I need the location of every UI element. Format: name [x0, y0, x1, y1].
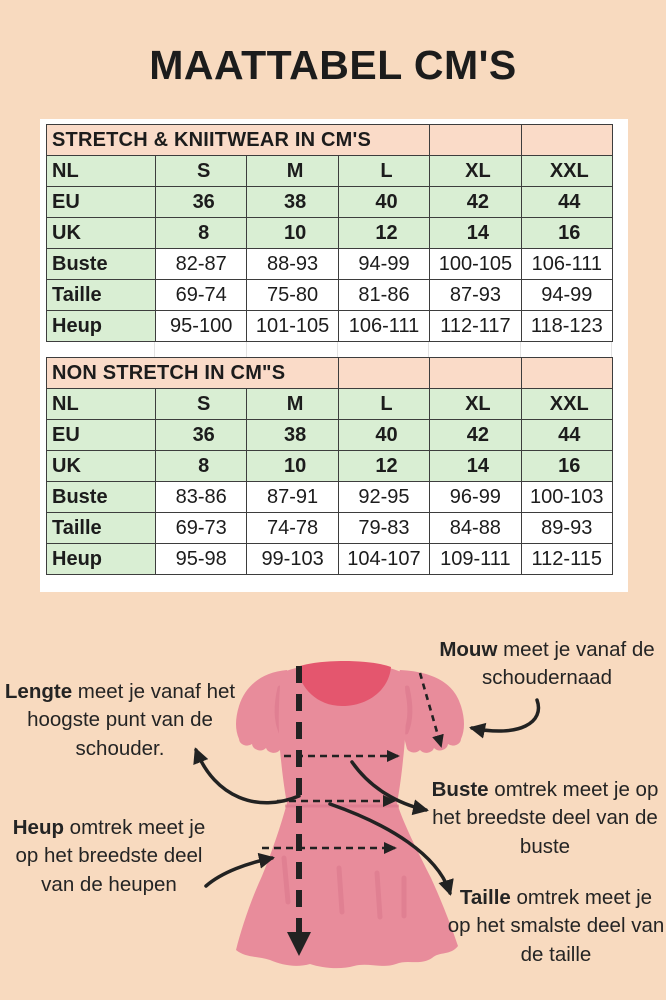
length-annotation: Lengte meet je vanaf het hoogste punt van de schouder.	[4, 680, 236, 760]
table-row	[47, 187, 613, 218]
cell: S	[156, 389, 247, 420]
cell: 84-88	[430, 513, 521, 544]
empty-header-cell	[338, 358, 429, 389]
table-title: STRETCH & KNIITWEAR IN CM'S	[47, 125, 430, 156]
measurement-diagram	[0, 620, 666, 1000]
cell: 106-111	[521, 249, 612, 280]
cell: 74-78	[247, 513, 338, 544]
cell: 87-93	[430, 280, 521, 311]
row-label: Taille	[47, 280, 156, 311]
table-row	[47, 513, 613, 544]
sleeve-annotation: Mouw meet je vanaf de schoudernaad	[439, 638, 655, 690]
table-title: NON STRETCH IN CM"S	[47, 358, 339, 389]
cell: 92-95	[338, 482, 429, 513]
cell: 16	[521, 451, 612, 482]
row-label: UK	[47, 451, 156, 482]
cell: 118-123	[521, 311, 612, 342]
cell: 109-111	[430, 544, 521, 575]
cell: 81-86	[338, 280, 429, 311]
cell: 12	[338, 218, 429, 249]
cell: 36	[156, 420, 247, 451]
cell: XXL	[521, 389, 612, 420]
cell: 100-105	[430, 249, 521, 280]
cell: M	[247, 156, 338, 187]
cell: 89-93	[521, 513, 612, 544]
cell: 94-99	[338, 249, 429, 280]
cell: 112-117	[430, 311, 521, 342]
cell: 94-99	[521, 280, 612, 311]
cell: XL	[430, 156, 521, 187]
cell: 38	[247, 187, 338, 218]
row-label: NL	[47, 156, 156, 187]
table-row	[47, 218, 613, 249]
cell: 10	[247, 451, 338, 482]
cell: 40	[338, 420, 429, 451]
table-row	[47, 420, 613, 451]
stretch-knitwear-table	[46, 124, 613, 342]
table-row	[47, 249, 613, 280]
table-row	[47, 544, 613, 575]
cell: 14	[430, 218, 521, 249]
cell: 88-93	[247, 249, 338, 280]
row-label: EU	[47, 420, 156, 451]
table-header-row	[47, 125, 613, 156]
cell: 87-91	[247, 482, 338, 513]
cell: 79-83	[338, 513, 429, 544]
cell: 106-111	[338, 311, 429, 342]
cell: 104-107	[338, 544, 429, 575]
row-label: Taille	[47, 513, 156, 544]
cell: 96-99	[430, 482, 521, 513]
spreadsheet-area	[40, 119, 628, 592]
cell: XXL	[521, 156, 612, 187]
non-stretch-table	[46, 357, 613, 575]
page-title: MAATTABEL CM'S	[149, 42, 517, 88]
bust-annotation: Buste omtrek meet je op het breedste deel van de buste	[431, 778, 659, 858]
cell: 10	[247, 218, 338, 249]
cell: 8	[156, 218, 247, 249]
hip-annotation: Heup omtrek meet je op het breedste deel van de heupen	[12, 816, 206, 896]
cell: 112-115	[521, 544, 612, 575]
cell: 42	[430, 420, 521, 451]
length-term: Lengte	[4, 680, 73, 703]
cell: L	[338, 389, 429, 420]
sleeve-term: Mouw	[439, 638, 498, 661]
empty-header-cell	[521, 358, 612, 389]
cell: L	[338, 156, 429, 187]
cell: 82-87	[156, 249, 247, 280]
cell: 100-103	[521, 482, 612, 513]
waist-annotation: Taille omtrek meet je op het smalste deel van de taille	[447, 886, 665, 966]
row-label: Heup	[47, 544, 156, 575]
row-label: Buste	[47, 482, 156, 513]
cell: 44	[521, 187, 612, 218]
cell: 99-103	[247, 544, 338, 575]
cell: S	[156, 156, 247, 187]
empty-header-cell	[430, 125, 521, 156]
cell: 14	[430, 451, 521, 482]
cell: 12	[338, 451, 429, 482]
row-label: Buste	[47, 249, 156, 280]
waist-term: Taille	[459, 886, 511, 909]
cell: 101-105	[247, 311, 338, 342]
row-label: Heup	[47, 311, 156, 342]
table-row	[47, 311, 613, 342]
cell: 69-74	[156, 280, 247, 311]
cell: 83-86	[156, 482, 247, 513]
table-row	[47, 389, 613, 420]
cell: 95-100	[156, 311, 247, 342]
cell: 42	[430, 187, 521, 218]
cell: XL	[430, 389, 521, 420]
table-row	[47, 482, 613, 513]
cell: 95-98	[156, 544, 247, 575]
row-label: NL	[47, 389, 156, 420]
cell: 36	[156, 187, 247, 218]
cell: 44	[521, 420, 612, 451]
hip-term: Heup	[12, 816, 64, 839]
table-row	[47, 280, 613, 311]
bust-term: Buste	[431, 778, 489, 801]
table-header-row	[47, 358, 613, 389]
sleeve-callout-arrow	[472, 700, 538, 731]
cell: 69-73	[156, 513, 247, 544]
cell: 40	[338, 187, 429, 218]
cell: 38	[247, 420, 338, 451]
cell: 8	[156, 451, 247, 482]
table-row	[47, 451, 613, 482]
spreadsheet-gridline-gap	[46, 342, 612, 357]
table-row	[47, 156, 613, 187]
row-label: EU	[47, 187, 156, 218]
row-label: UK	[47, 218, 156, 249]
cell: 75-80	[247, 280, 338, 311]
cell: 16	[521, 218, 612, 249]
empty-header-cell	[521, 125, 612, 156]
cell: M	[247, 389, 338, 420]
empty-header-cell	[430, 358, 521, 389]
